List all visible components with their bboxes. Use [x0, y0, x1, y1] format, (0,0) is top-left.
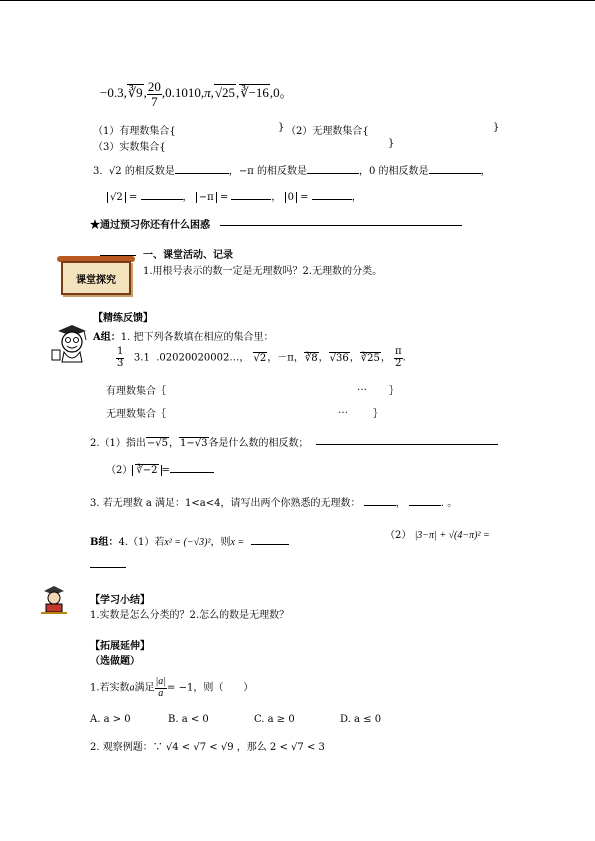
answer-blank[interactable] [429, 173, 481, 174]
option-d[interactable]: D. a ≤ 0 [340, 714, 382, 725]
question-4-answer-line[interactable] [90, 567, 126, 568]
rational-set-fill: 有理数集合｛ [106, 386, 166, 397]
preview-question: ★通过预习你还有什么困惑 [90, 220, 210, 231]
option-b[interactable]: B. a < 0 [168, 714, 209, 725]
answer-blank[interactable] [141, 199, 183, 200]
rational-set-dots: … [357, 382, 367, 393]
real-set-label: （3）实数集合{ [93, 142, 166, 153]
number-list: −0.3,∛9, $\frac{20}{7}$ ,0.1010,π,√25,∛−16,0。 [100, 79, 293, 109]
numbers-to-classify: $\frac{1}{3}$ 3.1 .02020020002…， √2，－π，∛8，√36，∛25， $\frac{\pi}{2}$ . [117, 346, 406, 369]
question-4-part-2: （2） |3−π| + √(4−π)² = [385, 530, 490, 541]
rational-set-label: （1）有理数集合{ [93, 126, 176, 137]
irrational-set-dots: … [338, 405, 348, 416]
teacher-cartoon-icon [40, 585, 68, 615]
section-activity-text: 1.用根号表示的数一定是无理数吗？2.无理数的分类。 [143, 266, 383, 277]
answer-blank[interactable] [251, 544, 289, 545]
real-set-close: } [388, 138, 395, 149]
group-b-question-4: B组：4.（1）若x² = (−√3)²，则x = [90, 533, 289, 548]
classroom-inquiry-badge: 课堂探究 [61, 261, 131, 295]
section-title-line [100, 255, 136, 256]
question-3-irrational: 3. 若无理数 a 满足：1<a<4，请写出两个你熟悉的无理数： ， . 。 [90, 498, 458, 509]
top-border-line [0, 0, 595, 1]
extension-subtitle: （选做题） [90, 656, 140, 667]
extension-title: 【拓展延伸】 [90, 641, 150, 652]
irrational-set-fill-close: ｝ [373, 409, 383, 420]
summary-text: 1.实数是怎么分类的？2.怎么的数是无理数？ [90, 610, 290, 621]
irrational-set-close: } [493, 122, 500, 133]
irrational-set-label: （2）无理数集合{ [286, 126, 369, 137]
answer-blank[interactable] [312, 199, 352, 200]
rational-set-close: } [278, 122, 285, 133]
option-a[interactable]: A. a > 0 [90, 714, 131, 725]
rational-set-fill-close: ｝ [389, 386, 399, 397]
answer-blank[interactable] [231, 199, 271, 200]
question-2-part-1: 2.（1）指出−√5，1−√3各是什么数的相反数； [90, 438, 309, 449]
extension-question-1: 1.若实数a满足 $\frac{|a|}{a}$ = −1，则（ ） [90, 676, 254, 699]
question-2-part-2: （2） ∛−2 = [106, 461, 214, 476]
answer-blank[interactable] [364, 505, 396, 506]
extension-question-2: 2. 观察例题：∵ √4 < √7 < √9 ，那么 2 < √7 < 3 [90, 742, 325, 753]
answer-blank[interactable] [170, 472, 214, 473]
feedback-title: 【精练反馈】 [93, 313, 153, 324]
option-c[interactable]: C. a ≥ 0 [254, 714, 295, 725]
summary-title: 【学习小结】 [90, 595, 150, 606]
section-activity-title: 一、课堂活动、记录 [143, 250, 233, 261]
preview-answer-line[interactable] [220, 225, 462, 226]
question-2-answer-line[interactable] [316, 444, 498, 445]
fraction-20-7: $\frac{20}{7}$ [147, 79, 161, 109]
group-a-question-1: A组：1. 把下列各数填在相应的集合里： [93, 332, 274, 343]
answer-blank[interactable] [409, 505, 441, 506]
irrational-set-fill: 无理数集合｛ [106, 409, 166, 420]
question-3-absolute-values: √2 = ， −π = ， 0 = ， [107, 188, 362, 203]
student-cartoon-icon [50, 322, 92, 364]
answer-blank[interactable] [307, 173, 359, 174]
question-3-opposites: 3. √2 的相反数是 ，−π 的相反数是 ，0 的相反数是 ， [93, 166, 491, 177]
answer-blank[interactable] [175, 173, 229, 174]
